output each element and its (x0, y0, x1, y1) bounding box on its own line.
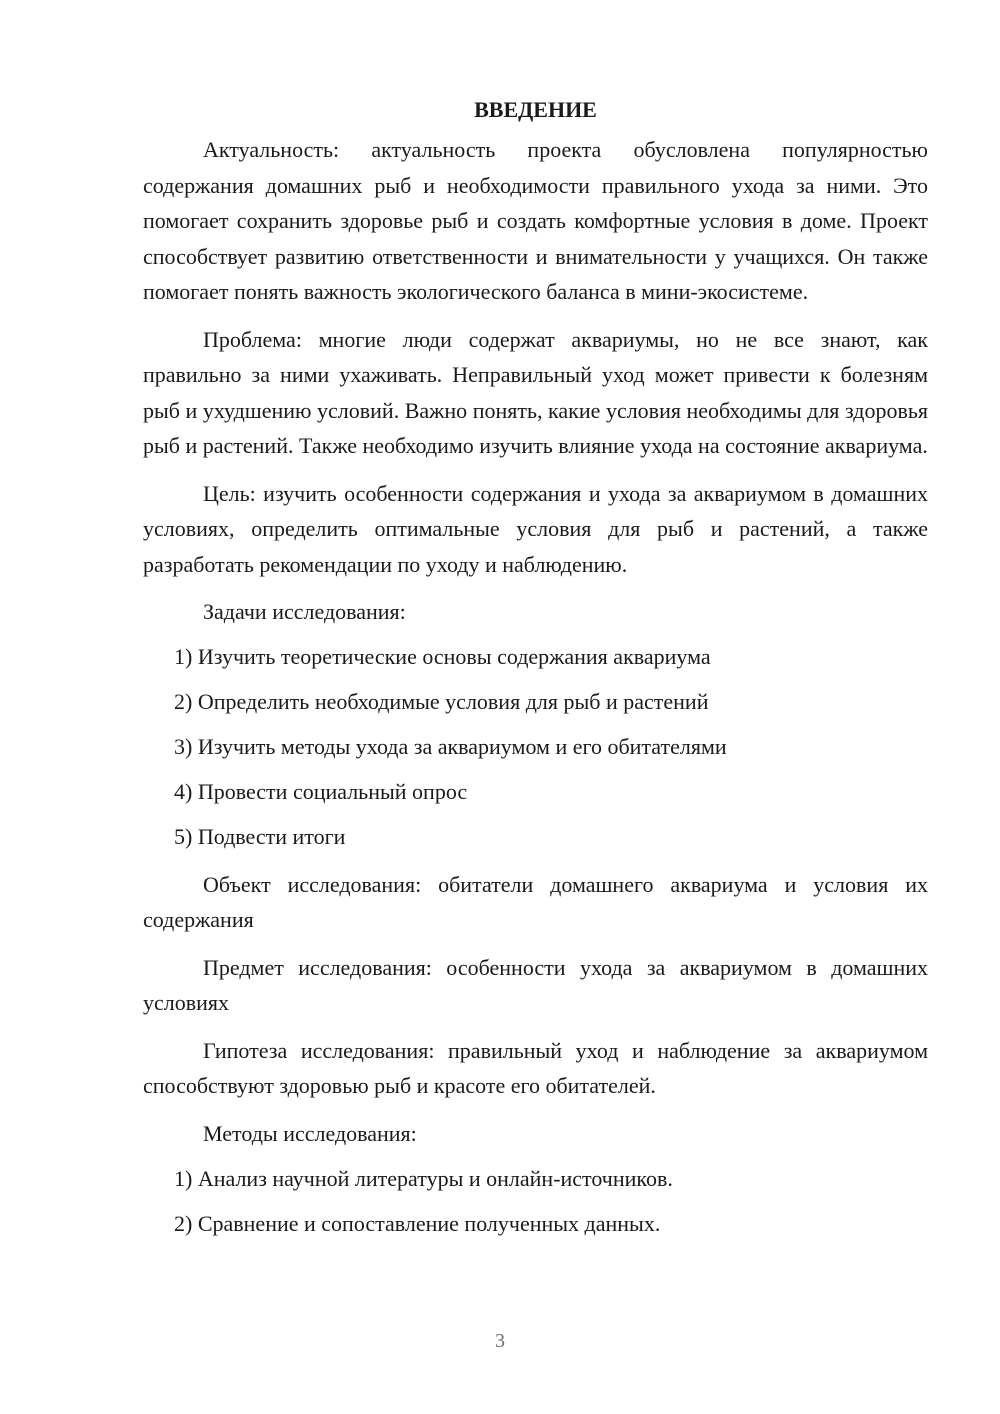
list-item: 3) Изучить методы ухода за аквариумом и его обитателями (174, 734, 727, 759)
hypothesis-paragraph: Гипотеза исследования: правильный уход и наблюдение за аквариумом способствуют здоровью рыб и красоте его обитателей. (143, 1037, 928, 1098)
goal-paragraph: Цель: изучить особенности содержания и ухода за аквариумом в домашних условиях, определить оптимальные условия для рыб и растений, а также разработать рекомендации по уходу и наблюдению. (143, 480, 928, 577)
list-item: 1) Изучить теоретические основы содержания аквариума (174, 644, 711, 669)
list-item: 5) Подвести итоги (174, 824, 346, 849)
list-item: 2) Определить необходимые условия для рыб и растений (174, 689, 709, 714)
list-item: 1) Анализ научной литературы и онлайн-источников. (174, 1165, 673, 1191)
document-page (143, 92, 928, 1241)
page-number: 3 (495, 1330, 505, 1352)
methods-list (143, 1161, 928, 1242)
methods-heading: Методы исследования: (203, 1120, 417, 1146)
tasks-list (143, 639, 928, 855)
object-paragraph: Объект исследования: обитатели домашнего аквариума и условия их содержания (143, 871, 928, 932)
page-title: ВВЕДЕНИЕ (474, 97, 597, 122)
relevance-paragraph: Актуальность: актуальность проекта обусловлена популярностью содержания домашних рыб и необходимости правильного ухода за ними. Это помогает сохранить здоровье рыб и создать комфортные условия в доме. Проект способствует развитию ответственности и внимательности у учащихся. Он также помогает понять важность экологического баланса в мини-экосистеме. (143, 137, 928, 304)
list-item: 4) Провести социальный опрос (174, 779, 468, 804)
subject-paragraph: Предмет исследования: особенности ухода за аквариумом в домашних условиях (143, 954, 928, 1015)
tasks-heading: Задачи исследования: (203, 599, 406, 624)
list-item: 2) Сравнение и сопоставление полученных данных. (174, 1210, 661, 1236)
problem-paragraph: Проблема: многие люди содержат аквариумы, но не все знают, как правильно за ними ухаживать. Неправильный уход может привести к болезням рыб и ухудшению условий. Важно понять, какие условия необходимы для здоровья рыб и растений. Также необходимо изучить влияние ухода на состояние аквариума. (143, 326, 928, 458)
